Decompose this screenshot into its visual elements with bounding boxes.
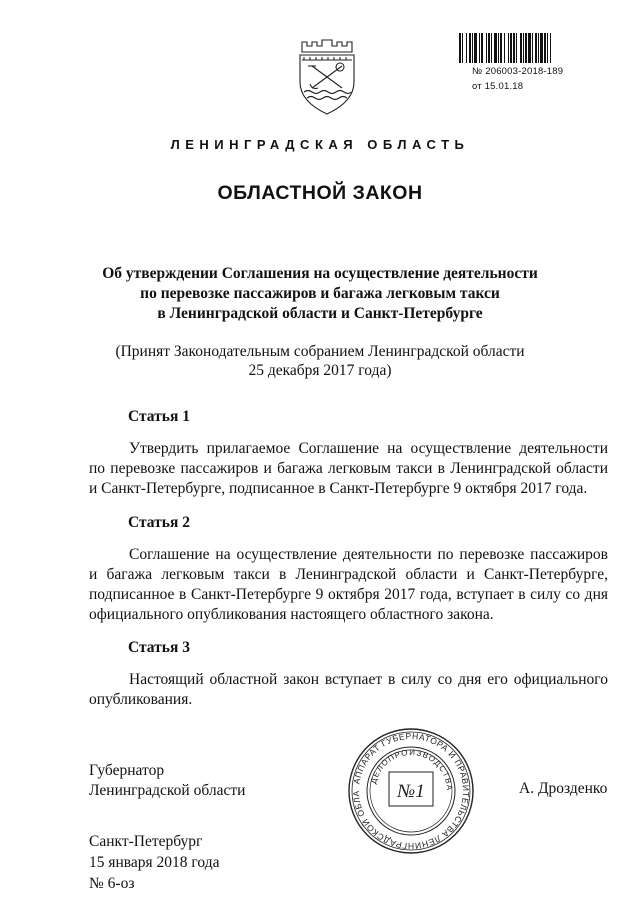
registration-stamp [472, 64, 563, 94]
seal-number: №1 [397, 781, 425, 802]
signatory-position [89, 761, 245, 800]
title-line: в Ленинградской области и Санкт-Петербурге [157, 305, 483, 322]
law-title [80, 264, 560, 324]
footer-city: Санкт-Петербург [89, 833, 203, 850]
article-line: официального опубликования настоящего областного закона. [89, 606, 494, 623]
article-line: по перевозке пассажиров и багажа легковым такси в Ленинградской области [89, 460, 608, 477]
article-3-text [89, 670, 608, 710]
coat-of-arms-emblem [294, 36, 360, 116]
position-line: Ленинградской области [89, 781, 246, 799]
article-1-heading: Статья 1 [128, 408, 190, 425]
adoption-note [80, 342, 560, 380]
registration-date: от 15.01.18 [472, 81, 524, 92]
title-line: Об утверждении Соглашения на осуществление деятельности [102, 265, 538, 282]
title-line: по перевозке пассажиров и багажа легковым такси [140, 285, 500, 302]
barcode [459, 33, 599, 63]
adoption-line: (Принят Законодательным собранием Ленинградской области [115, 343, 525, 360]
seal-inner-text: ДЕЛОПРОИЗВОДСТВА [368, 747, 455, 792]
article-line: подписанное в Санкт-Петербурге 9 октября 2017 года, вступает в силу со дня [89, 586, 608, 603]
article-3-heading: Статья 3 [128, 639, 190, 656]
footer-law-number: № 6-оз [89, 875, 135, 892]
article-line: Соглашение на осуществление деятельности по перевозке пассажиров [129, 546, 608, 563]
seal-ring-text: АППАРАТ ГУБЕРНАТОРА И ПРАВИТЕЛЬСТВА ЛЕНИНГРАДСКОЙ ОБЛА [350, 730, 472, 852]
adoption-line: 25 декабря 2017 года) [248, 362, 392, 379]
registration-number: № 206003-2018-189 [472, 66, 564, 77]
place-date-number [89, 831, 219, 894]
article-line: Настоящий областной закон вступает в силу со дня его официального [129, 671, 608, 688]
article-1-text [89, 439, 608, 499]
article-line: Утвердить прилагаемое Соглашение на осуществление деятельности [129, 440, 608, 457]
article-line: и багажа легковым такси в Ленинградской области и Санкт-Петербурге, [89, 566, 608, 583]
signatory-name: А. Дрозденко [519, 780, 608, 797]
position-line: Губернатор [89, 762, 165, 779]
official-seal [346, 726, 476, 856]
article-line: опубликования. [89, 691, 193, 708]
article-line: и Санкт-Петербурге, подписанное в Санкт-Петербурге 9 октября 2017 года. [89, 480, 588, 497]
region-heading: ЛЕНИНГРАДСКАЯ ОБЛАСТЬ [170, 137, 470, 152]
footer-date: 15 января 2018 года [89, 854, 220, 871]
document-type-heading: ОБЛАСТНОЙ ЗАКОН [217, 182, 423, 204]
article-2-heading: Статья 2 [128, 514, 190, 531]
article-2-text [89, 545, 608, 625]
